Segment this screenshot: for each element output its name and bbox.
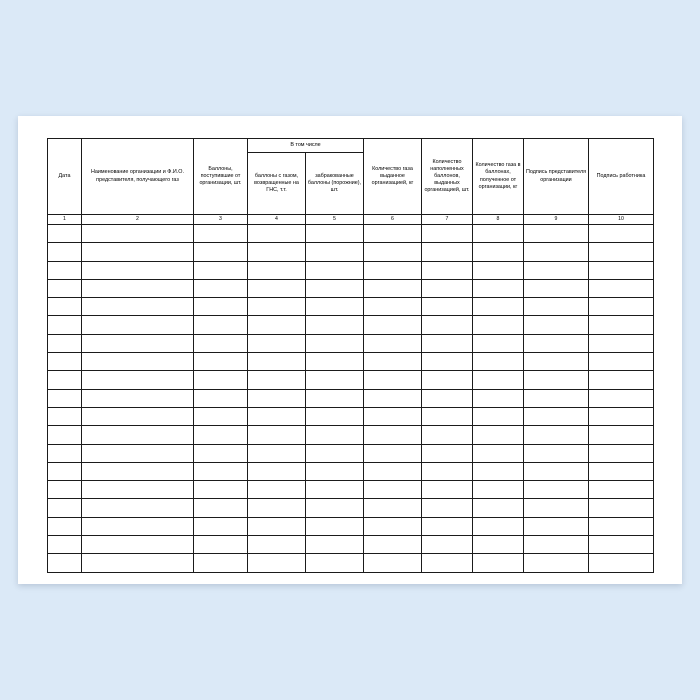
table-cell[interactable]	[473, 353, 524, 371]
table-cell[interactable]	[194, 316, 248, 334]
table-cell[interactable]	[48, 481, 82, 499]
table-cell[interactable]	[194, 279, 248, 297]
table-cell[interactable]	[473, 407, 524, 425]
journal-table	[47, 138, 654, 573]
table-cell[interactable]	[248, 426, 306, 444]
table-cell[interactable]	[82, 316, 194, 334]
table-cell[interactable]	[422, 517, 473, 535]
table-row[interactable]	[48, 353, 654, 371]
table-cell[interactable]	[248, 499, 306, 517]
table-cell[interactable]	[524, 353, 589, 371]
table-cell[interactable]	[194, 517, 248, 535]
table-row[interactable]	[48, 536, 654, 554]
table-cell[interactable]	[82, 426, 194, 444]
header-filled-cylinders-issued: Количество наполненных баллонов, выданных организацией, шт.	[422, 139, 473, 215]
table-cell[interactable]	[364, 462, 422, 480]
table-cell[interactable]	[248, 225, 306, 243]
table-cell[interactable]	[473, 554, 524, 572]
table-cell[interactable]	[524, 279, 589, 297]
table-cell[interactable]	[82, 499, 194, 517]
table-cell[interactable]	[364, 444, 422, 462]
table-row[interactable]	[48, 426, 654, 444]
table-cell[interactable]	[473, 444, 524, 462]
table-cell[interactable]	[82, 298, 194, 316]
table-cell[interactable]	[194, 444, 248, 462]
table-cell[interactable]	[364, 481, 422, 499]
table-cell[interactable]	[248, 371, 306, 389]
table-cell[interactable]	[194, 243, 248, 261]
header-gas-issued: Количество газа выданное организацией, кг	[364, 139, 422, 215]
header-organization-name: Наименование организации и Ф.И.О. представителя, получающего газ	[82, 139, 194, 215]
table-cell[interactable]	[82, 407, 194, 425]
table-cell[interactable]	[248, 444, 306, 462]
table-cell[interactable]	[82, 536, 194, 554]
table-row[interactable]	[48, 316, 654, 334]
table-cell[interactable]	[82, 279, 194, 297]
subheader-rejected-cylinders: забракованные баллоны (порожние), шт.	[306, 153, 364, 215]
table-cell[interactable]	[364, 261, 422, 279]
table-cell[interactable]	[589, 444, 654, 462]
table-cell[interactable]	[589, 371, 654, 389]
table-cell[interactable]	[473, 243, 524, 261]
table-cell[interactable]	[473, 279, 524, 297]
table-cell[interactable]	[306, 279, 364, 297]
table-cell[interactable]	[422, 462, 473, 480]
table-cell[interactable]	[248, 554, 306, 572]
table-cell[interactable]	[524, 371, 589, 389]
table-cell[interactable]	[82, 371, 194, 389]
table-cell[interactable]	[306, 371, 364, 389]
table-cell[interactable]	[194, 371, 248, 389]
table-cell[interactable]	[82, 243, 194, 261]
table-cell[interactable]	[589, 353, 654, 371]
table-cell[interactable]	[473, 225, 524, 243]
table-cell[interactable]	[248, 536, 306, 554]
table-cell[interactable]	[48, 316, 82, 334]
table-cell[interactable]	[364, 225, 422, 243]
table-cell[interactable]	[589, 261, 654, 279]
table-cell[interactable]	[306, 334, 364, 352]
table-cell[interactable]	[48, 279, 82, 297]
table-cell[interactable]	[589, 536, 654, 554]
table-cell[interactable]	[364, 389, 422, 407]
table-cell[interactable]	[422, 371, 473, 389]
table-cell[interactable]	[364, 407, 422, 425]
table-row[interactable]	[48, 371, 654, 389]
table-cell[interactable]	[422, 279, 473, 297]
table-cell[interactable]	[82, 353, 194, 371]
table-cell[interactable]	[306, 536, 364, 554]
table-cell[interactable]	[194, 261, 248, 279]
table-row[interactable]	[48, 499, 654, 517]
table-cell[interactable]	[194, 499, 248, 517]
column-number-8: 8	[473, 215, 524, 225]
table-cell[interactable]	[48, 389, 82, 407]
table-cell[interactable]	[82, 389, 194, 407]
table-cell[interactable]	[524, 334, 589, 352]
table-row[interactable]	[48, 407, 654, 425]
table-body	[48, 225, 654, 573]
header-gas-received: Количество газа в баллонах, полученное от организации, кг	[473, 139, 524, 215]
table-cell[interactable]	[82, 225, 194, 243]
table-cell[interactable]	[524, 481, 589, 499]
table-cell[interactable]	[48, 371, 82, 389]
table-cell[interactable]	[306, 243, 364, 261]
header-date: Дата	[48, 139, 82, 215]
table-cell[interactable]	[589, 517, 654, 535]
table-cell[interactable]	[306, 316, 364, 334]
table-cell[interactable]	[589, 298, 654, 316]
table-cell[interactable]	[473, 389, 524, 407]
table-cell[interactable]	[364, 517, 422, 535]
table-cell[interactable]	[473, 499, 524, 517]
table-cell[interactable]	[248, 243, 306, 261]
table-cell[interactable]	[422, 426, 473, 444]
table-cell[interactable]	[194, 481, 248, 499]
column-number-6: 6	[364, 215, 422, 225]
header-cylinders-received: Баллоны, поступившие от организации, шт.	[194, 139, 248, 215]
table-cell[interactable]	[524, 225, 589, 243]
column-number-7: 7	[422, 215, 473, 225]
table-cell[interactable]	[589, 279, 654, 297]
table-cell[interactable]	[422, 316, 473, 334]
table-row[interactable]	[48, 462, 654, 480]
table-cell[interactable]	[589, 407, 654, 425]
table-cell[interactable]	[473, 298, 524, 316]
header-row-main	[48, 139, 654, 153]
table-row[interactable]	[48, 554, 654, 572]
column-number-9: 9	[524, 215, 589, 225]
table-cell[interactable]	[48, 517, 82, 535]
table-cell[interactable]	[473, 426, 524, 444]
table-row[interactable]	[48, 481, 654, 499]
table-cell[interactable]	[306, 426, 364, 444]
table-cell[interactable]	[364, 316, 422, 334]
table-cell[interactable]	[364, 536, 422, 554]
table-cell[interactable]	[306, 407, 364, 425]
table-cell[interactable]	[82, 517, 194, 535]
column-number-2: 2	[82, 215, 194, 225]
table-cell[interactable]	[422, 225, 473, 243]
column-number-row	[48, 215, 654, 225]
table-cell[interactable]	[306, 353, 364, 371]
table-cell[interactable]	[473, 517, 524, 535]
table-cell[interactable]	[364, 334, 422, 352]
table-cell[interactable]	[248, 407, 306, 425]
table-cell[interactable]	[524, 389, 589, 407]
table-cell[interactable]	[306, 554, 364, 572]
table-cell[interactable]	[194, 353, 248, 371]
table-cell[interactable]	[248, 517, 306, 535]
table-cell[interactable]	[48, 462, 82, 480]
table-cell[interactable]	[82, 261, 194, 279]
table-cell[interactable]	[364, 279, 422, 297]
header-worker-signature: Подпись работника	[589, 139, 654, 215]
table-cell[interactable]	[422, 353, 473, 371]
table-cell[interactable]	[473, 334, 524, 352]
table-row[interactable]	[48, 298, 654, 316]
table-cell[interactable]	[473, 536, 524, 554]
table-cell[interactable]	[589, 481, 654, 499]
table-cell[interactable]	[306, 481, 364, 499]
column-number-1: 1	[48, 215, 82, 225]
table-cell[interactable]	[48, 243, 82, 261]
table-cell[interactable]	[194, 536, 248, 554]
table-cell[interactable]	[48, 407, 82, 425]
table-cell[interactable]	[524, 261, 589, 279]
table-cell[interactable]	[422, 334, 473, 352]
table-cell[interactable]	[82, 334, 194, 352]
table-cell[interactable]	[306, 389, 364, 407]
journal-table-container	[47, 138, 653, 573]
table-row[interactable]	[48, 261, 654, 279]
subheader-cylinders-with-gas: баллоны с газом, возвращенные на ГНС, т.т.	[248, 153, 306, 215]
table-cell[interactable]	[194, 462, 248, 480]
table-cell[interactable]	[589, 243, 654, 261]
table-cell[interactable]	[524, 499, 589, 517]
table-header	[48, 139, 654, 225]
table-cell[interactable]	[48, 225, 82, 243]
table-cell[interactable]	[473, 261, 524, 279]
table-cell[interactable]	[589, 225, 654, 243]
table-cell[interactable]	[82, 462, 194, 480]
table-cell[interactable]	[473, 316, 524, 334]
table-cell[interactable]	[589, 499, 654, 517]
table-cell[interactable]	[364, 243, 422, 261]
table-cell[interactable]	[364, 499, 422, 517]
table-cell[interactable]	[524, 298, 589, 316]
header-representative-signature: Подпись представителя организации	[524, 139, 589, 215]
table-cell[interactable]	[48, 554, 82, 572]
table-cell[interactable]	[422, 389, 473, 407]
table-cell[interactable]	[589, 554, 654, 572]
table-cell[interactable]	[248, 334, 306, 352]
table-cell[interactable]	[524, 554, 589, 572]
table-cell[interactable]	[524, 444, 589, 462]
table-cell[interactable]	[524, 316, 589, 334]
table-cell[interactable]	[248, 353, 306, 371]
document-page	[18, 116, 682, 584]
table-cell[interactable]	[82, 481, 194, 499]
table-cell[interactable]	[48, 499, 82, 517]
table-cell[interactable]	[524, 536, 589, 554]
table-cell[interactable]	[306, 444, 364, 462]
table-row[interactable]	[48, 243, 654, 261]
table-cell[interactable]	[589, 462, 654, 480]
table-cell[interactable]	[194, 298, 248, 316]
table-cell[interactable]	[589, 334, 654, 352]
table-cell[interactable]	[422, 261, 473, 279]
header-including-group: В том числе	[248, 139, 364, 153]
table-cell[interactable]	[194, 554, 248, 572]
table-cell[interactable]	[248, 298, 306, 316]
table-cell[interactable]	[422, 554, 473, 572]
table-cell[interactable]	[194, 426, 248, 444]
table-cell[interactable]	[248, 481, 306, 499]
table-cell[interactable]	[364, 353, 422, 371]
table-cell[interactable]	[248, 279, 306, 297]
table-cell[interactable]	[306, 261, 364, 279]
table-cell[interactable]	[48, 444, 82, 462]
table-cell[interactable]	[248, 462, 306, 480]
table-cell[interactable]	[248, 389, 306, 407]
table-cell[interactable]	[473, 462, 524, 480]
table-row[interactable]	[48, 517, 654, 535]
table-row[interactable]	[48, 444, 654, 462]
table-cell[interactable]	[364, 426, 422, 444]
column-number-4: 4	[248, 215, 306, 225]
table-cell[interactable]	[364, 554, 422, 572]
table-cell[interactable]	[422, 444, 473, 462]
table-cell[interactable]	[422, 298, 473, 316]
table-row[interactable]	[48, 389, 654, 407]
column-number-5: 5	[306, 215, 364, 225]
table-cell[interactable]	[48, 261, 82, 279]
table-cell[interactable]	[306, 517, 364, 535]
table-row[interactable]	[48, 334, 654, 352]
table-cell[interactable]	[422, 243, 473, 261]
table-cell[interactable]	[82, 444, 194, 462]
table-cell[interactable]	[524, 462, 589, 480]
table-cell[interactable]	[364, 298, 422, 316]
table-cell[interactable]	[194, 225, 248, 243]
table-row[interactable]	[48, 225, 654, 243]
table-cell[interactable]	[364, 371, 422, 389]
table-cell[interactable]	[473, 371, 524, 389]
table-cell[interactable]	[82, 554, 194, 572]
table-cell[interactable]	[524, 426, 589, 444]
table-cell[interactable]	[194, 407, 248, 425]
table-cell[interactable]	[48, 536, 82, 554]
table-cell[interactable]	[194, 389, 248, 407]
table-cell[interactable]	[48, 298, 82, 316]
table-cell[interactable]	[524, 517, 589, 535]
table-cell[interactable]	[422, 499, 473, 517]
table-cell[interactable]	[48, 334, 82, 352]
table-cell[interactable]	[306, 298, 364, 316]
table-cell[interactable]	[48, 426, 82, 444]
table-cell[interactable]	[306, 225, 364, 243]
table-cell[interactable]	[589, 426, 654, 444]
table-cell[interactable]	[422, 407, 473, 425]
table-row[interactable]	[48, 279, 654, 297]
table-cell[interactable]	[306, 499, 364, 517]
table-cell[interactable]	[524, 407, 589, 425]
table-cell[interactable]	[248, 261, 306, 279]
table-cell[interactable]	[306, 462, 364, 480]
table-cell[interactable]	[48, 353, 82, 371]
table-cell[interactable]	[422, 536, 473, 554]
table-cell[interactable]	[194, 334, 248, 352]
table-cell[interactable]	[473, 481, 524, 499]
table-cell[interactable]	[524, 243, 589, 261]
table-cell[interactable]	[589, 316, 654, 334]
column-number-3: 3	[194, 215, 248, 225]
table-cell[interactable]	[589, 389, 654, 407]
column-number-10: 10	[589, 215, 654, 225]
table-cell[interactable]	[422, 481, 473, 499]
table-cell[interactable]	[248, 316, 306, 334]
